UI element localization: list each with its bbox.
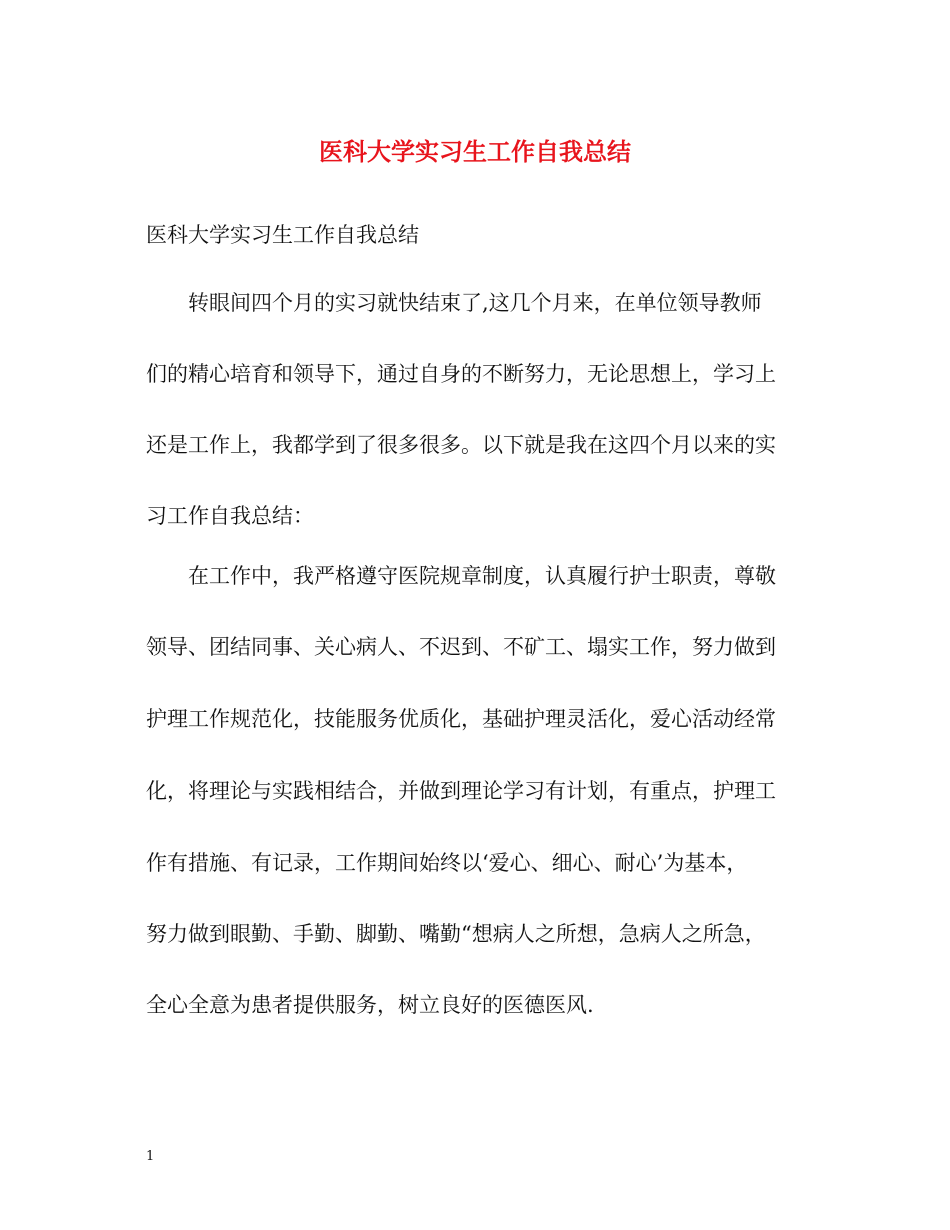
paragraph-1-line-3: 还是工作上，我都学到了很多很多。以下就是我在这四个月以来的实 (146, 433, 776, 457)
paragraph-2-line-2: 领导、团结同事、关心病人、不迟到、不矿工、塌实工作，努力做到 (146, 635, 776, 659)
paragraph-2-line-3: 护理工作规范化，技能服务优质化，基础护理灵活化，爱心活动经常 (146, 707, 776, 731)
paragraph-2-line-7: 全心全意为患者提供服务，树立良好的医德医风. (146, 993, 594, 1017)
document-subtitle: 医科大学实习生工作自我总结 (146, 223, 419, 247)
paragraph-2-line-5: 作有措施、有记录，工作期间始终以‘爱心、细心、耐心’为基本， (146, 851, 748, 875)
paragraph-2-line-1: 在工作中，我严格遵守医院规章制度，认真履行护士职责，尊敬 (188, 564, 776, 588)
document-title: 医科大学实习生工作自我总结 (319, 137, 631, 166)
paragraph-1-line-1: 转眼间四个月的实习就快结束了,这几个月来，在单位领导教师 (188, 291, 762, 315)
paragraph-2-line-6: 努力做到眼勤、手勤、脚勤、嘴勤“想病人之所想，急病人之所急， (146, 922, 766, 946)
paragraph-1-line-4: 习工作自我总结： (146, 504, 314, 528)
paragraph-1-line-2: 们的精心培育和领导下，通过自身的不断努力，无论思想上，学习上 (146, 362, 776, 386)
page-number: 1 (146, 1149, 155, 1164)
paragraph-2-line-4: 化，将理论与实践相结合，并做到理论学习有计划，有重点，护理工 (146, 779, 776, 803)
